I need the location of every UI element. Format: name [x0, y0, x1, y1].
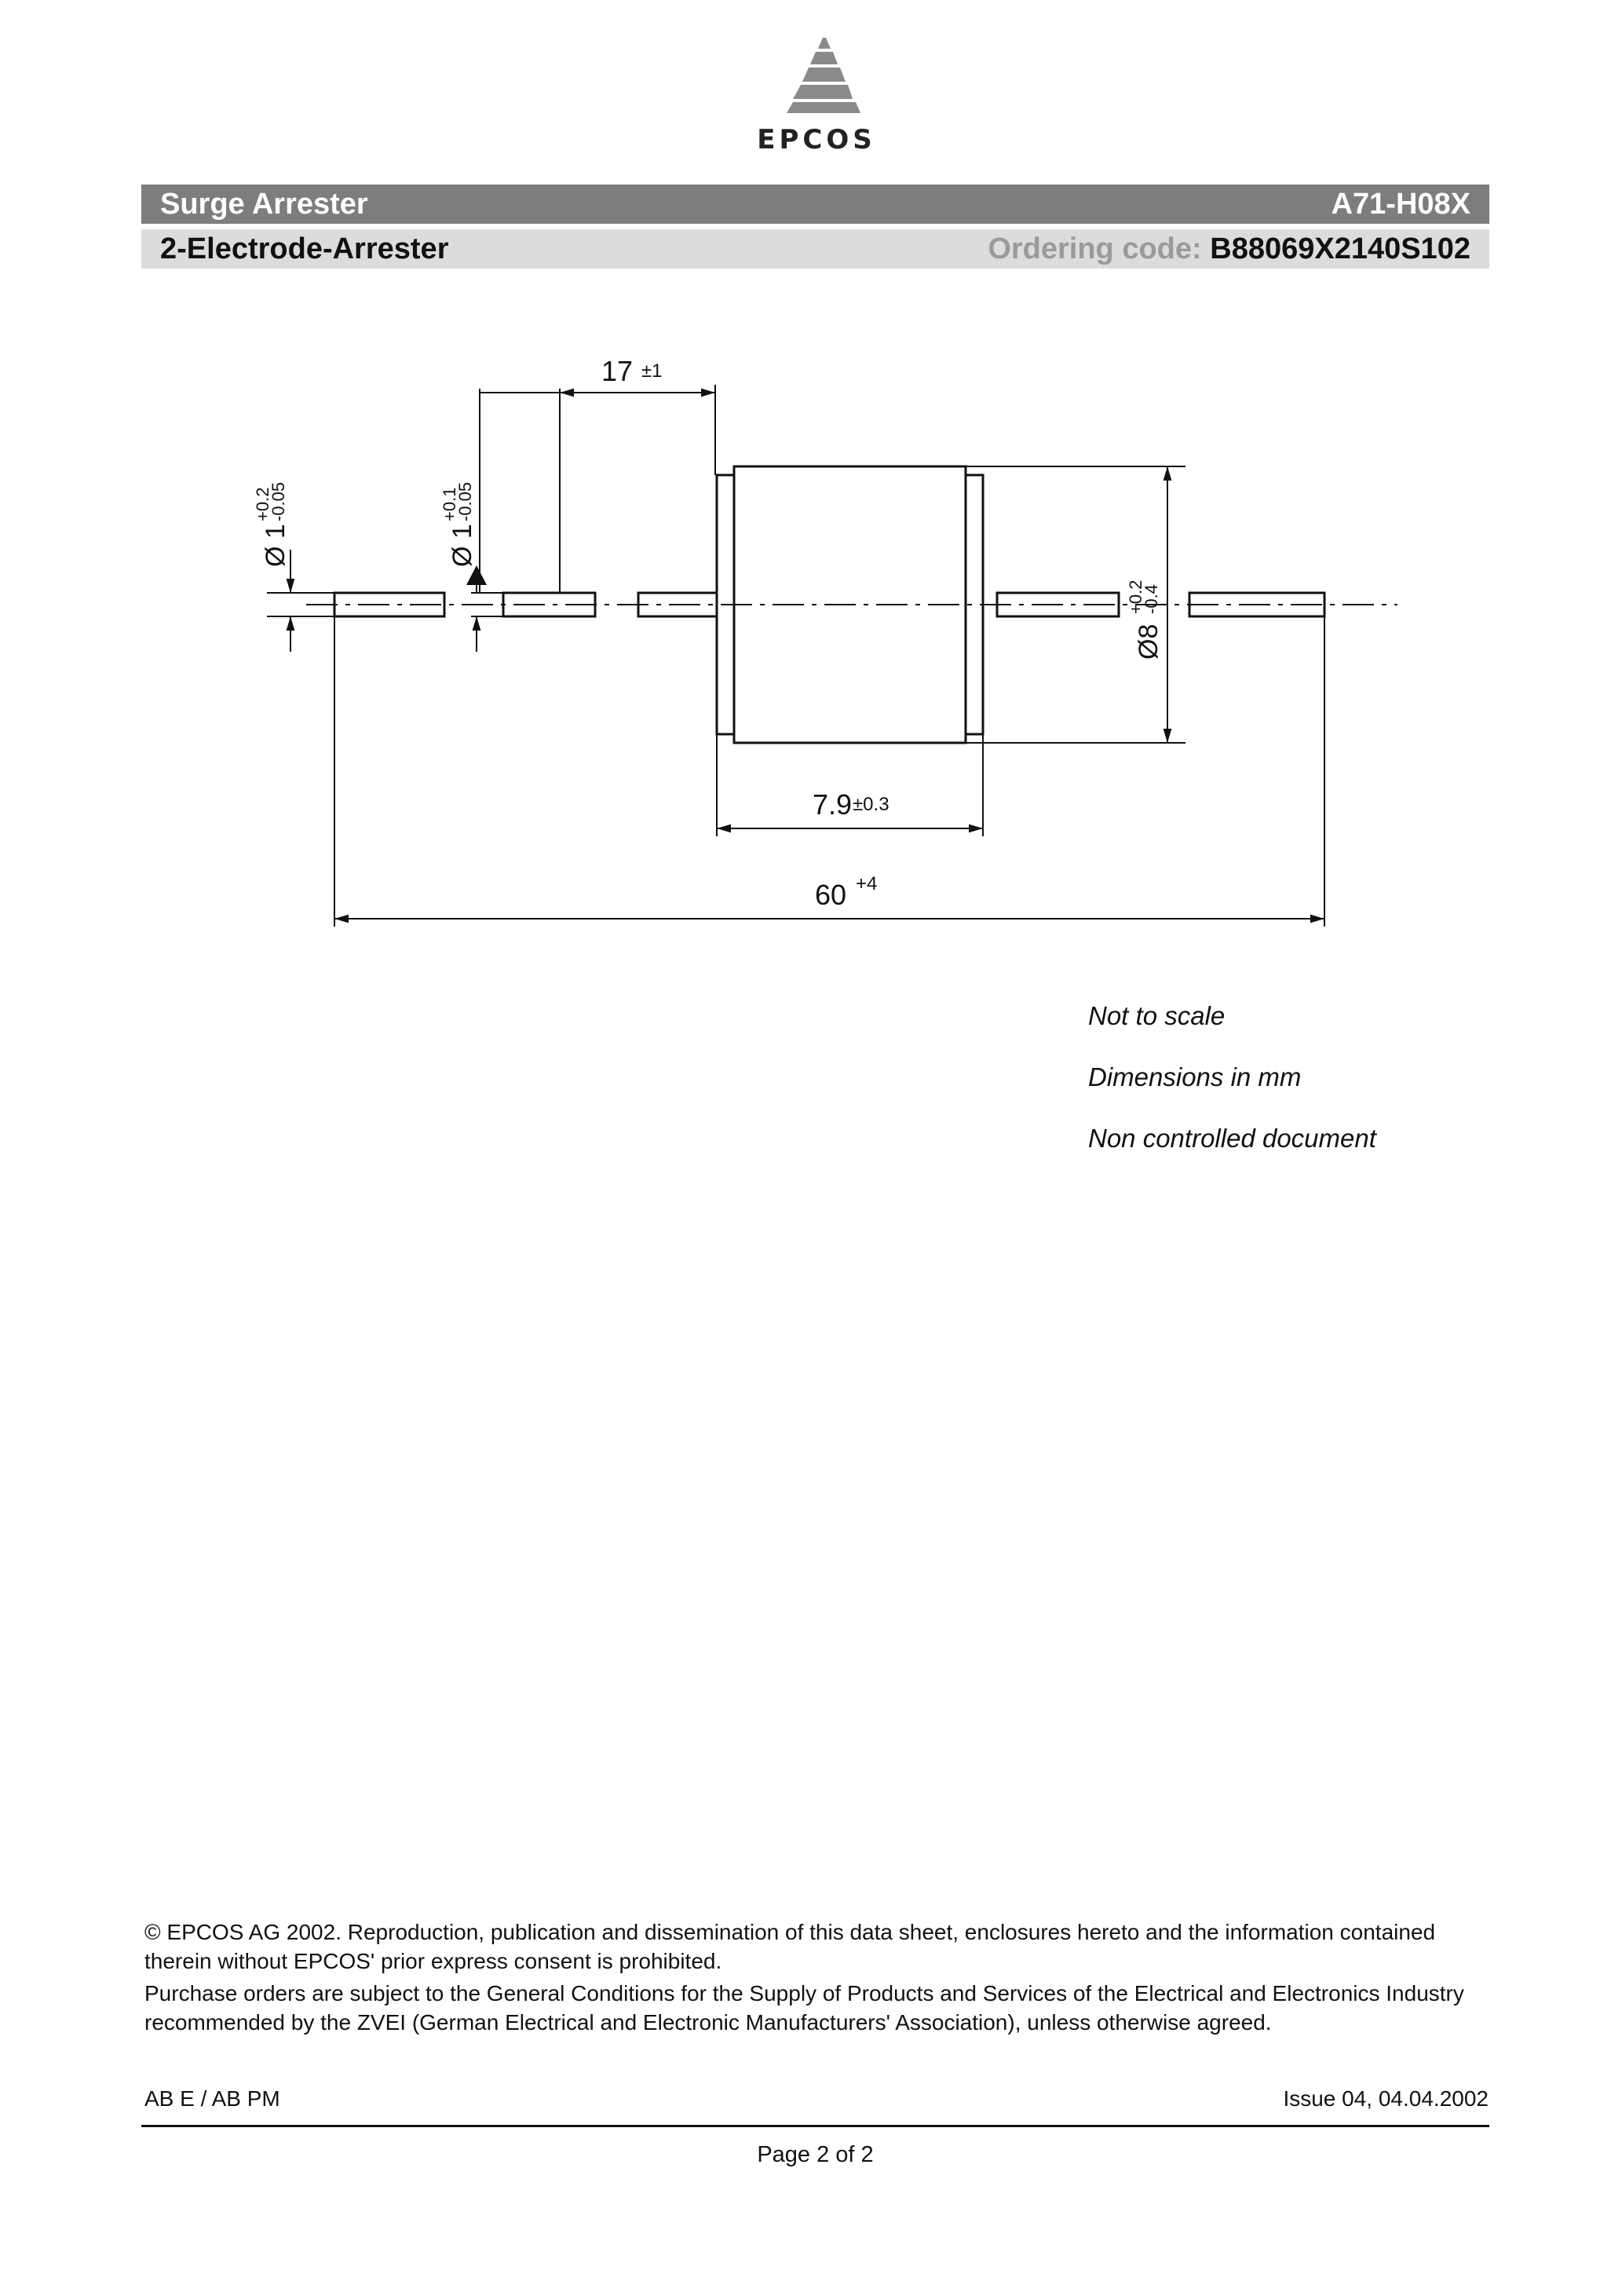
ordering-code-group	[988, 232, 1470, 266]
note-non-controlled: Non controlled document	[1088, 1124, 1376, 1153]
dia8-tol-minus: -0.4	[1142, 584, 1161, 614]
dia1-left-label: Ø 1	[261, 524, 290, 567]
product-subtitle: 2-Electrode-Arrester	[160, 232, 449, 265]
purchase-terms-text: Purchase orders are subject to the General Conditions for the Supply of Products and Services of the Electrical and Electronics Industry recommended by the ZVEI (German Electrical and Electronic Manufacturers' Association), unless otherwise agreed.	[144, 1981, 1464, 2035]
department-code: AB E / AB PM	[144, 2086, 280, 2111]
dim-79-value: 7.9	[813, 788, 853, 821]
dia8-label: Ø8	[1134, 623, 1164, 660]
page-number: Page 2 of 2	[757, 2142, 874, 2167]
subtitle-bar	[141, 229, 1489, 269]
ordering-code: B88069X2140S102	[1210, 232, 1470, 265]
product-type: Surge Arrester	[160, 187, 368, 221]
issue-date: Issue 04, 04.04.2002	[1283, 2086, 1489, 2111]
dia8-tol-plus: +0.2	[1126, 579, 1145, 614]
copyright-text: © EPCOS AG 2002. Reproduction, publication and dissemination of this data sheet, enclosures hereto and the information contained therein without EPCOS' prior express consent is prohibited.	[144, 1920, 1436, 1973]
note-dimensions: Dimensions in mm	[1088, 1062, 1302, 1091]
dim-17-value: 17	[601, 355, 634, 387]
product-code: A71-H08X	[1331, 187, 1470, 221]
datum-triangle-icon	[466, 565, 487, 585]
dim-79-tol: ±0.3	[853, 794, 890, 815]
dia1-left-tol-plus: +0.2	[253, 487, 272, 521]
dia1-mid-tol-plus: +0.1	[440, 487, 459, 521]
dim-60-value: 60	[815, 879, 847, 911]
footer-rule	[141, 2125, 1489, 2127]
dimension-drawing	[141, 314, 1489, 958]
dim-60-tol: +4	[856, 873, 878, 894]
note-not-to-scale: Not to scale	[1088, 1001, 1226, 1030]
dia1-mid-tol-minus: -0.05	[455, 481, 475, 521]
ordering-code-label: Ordering code:	[988, 232, 1202, 265]
title-bar	[141, 185, 1489, 224]
dia1-mid-label: Ø 1	[448, 524, 477, 567]
dim-17-tol: ±1	[641, 360, 663, 382]
brand-name: EPCOS	[757, 124, 876, 155]
dia1-left-tol-minus: -0.05	[269, 481, 288, 521]
